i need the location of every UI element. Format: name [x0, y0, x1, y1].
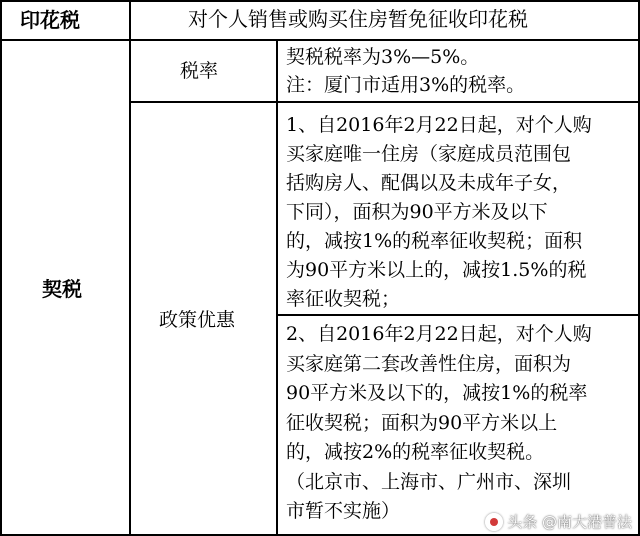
- preference-label: 政策优惠: [159, 309, 236, 331]
- deed-tax-label: 契税: [42, 277, 82, 301]
- item1-line: 为90平方米以上的，减按1.5%的税: [286, 259, 587, 281]
- second-column-divider: [276, 41, 278, 536]
- item1-line: 率征收契税；: [286, 288, 401, 310]
- stamp-duty-policy: 对个人销售或购买住房暂免征收印花税: [188, 7, 528, 31]
- item2-line: 买家庭第二套改善性住房，面积为: [286, 352, 572, 375]
- rate-description: [286, 43, 525, 99]
- rate-line: 契税税率为3%—5%。: [286, 46, 480, 68]
- item1-line: 买家庭唯一住房（家庭成员范围包: [286, 143, 572, 165]
- watermark-text: 头条 @南大港普法: [507, 513, 632, 531]
- item2-line: 征收契税；面积为90平方米以上: [286, 411, 558, 434]
- item1-line: 1、自2016年2月22日起，对个人购: [286, 114, 592, 136]
- rate-row-divider: [130, 101, 640, 103]
- header-row-divider: [0, 39, 640, 41]
- preference-item-divider: [277, 314, 640, 316]
- item1-line: 括购房人、配偶以及未成年子女，: [286, 172, 572, 194]
- table-border-left: [0, 0, 2, 536]
- item2-line: 市暂不实施）: [286, 500, 401, 522]
- preference-item-1: [286, 111, 592, 314]
- table-border-top: [0, 0, 640, 2]
- item1-line: 的，减按1%的税率征收契税；面积: [286, 230, 583, 252]
- first-column-divider: [129, 0, 131, 536]
- item1-line: 下同），面积为90平方米及以下: [286, 201, 548, 223]
- item2-line: 90平方米及以下的，减按1%的税率: [286, 382, 588, 404]
- author-avatar-icon: [485, 513, 503, 531]
- item2-line: 2、自2016年2月22日起，对个人购: [286, 323, 592, 345]
- item2-line: （北京市、上海市、广州市、深圳: [286, 470, 572, 493]
- rate-label: 税率: [180, 60, 219, 82]
- stamp-duty-label: 印花税: [20, 8, 80, 32]
- item2-line: 的，减按2%的税率征收契税。: [286, 441, 545, 463]
- preference-item-2: [286, 320, 592, 527]
- rate-note: 注：厦门市适用3%的税率。: [286, 74, 526, 96]
- watermark: [485, 511, 632, 532]
